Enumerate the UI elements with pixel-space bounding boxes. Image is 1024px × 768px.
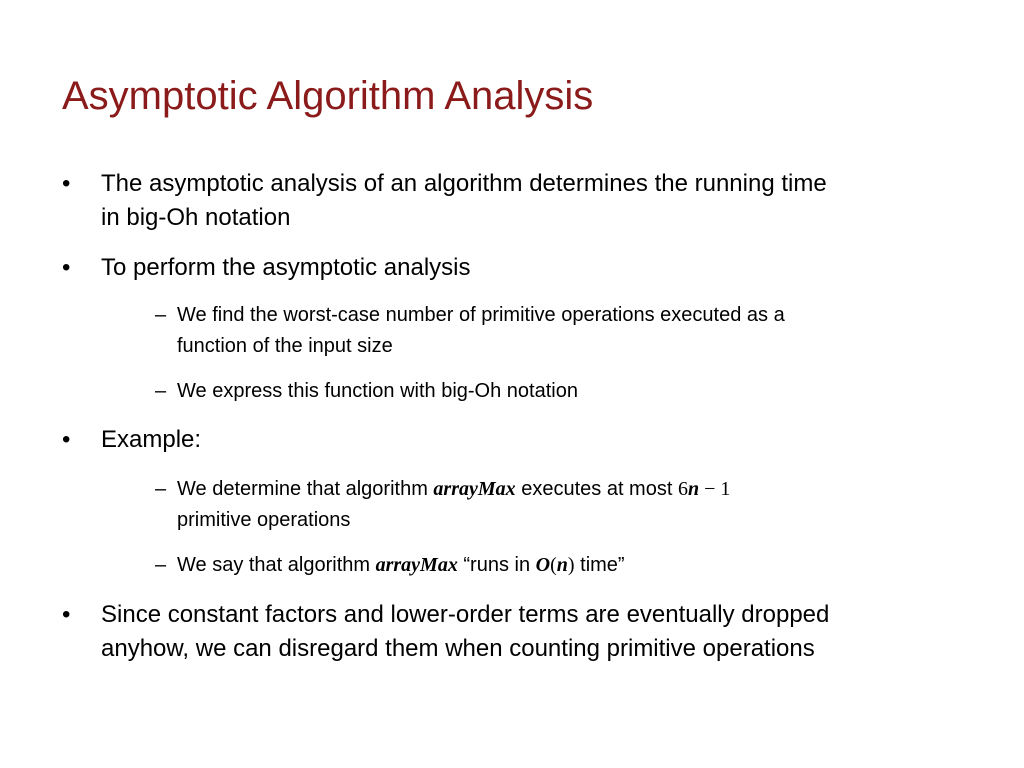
sub-text-middle: “runs in [457,554,536,576]
bullet-line: Example: [101,426,202,453]
bullet-marker: • [62,170,71,197]
bullet-text [101,167,971,235]
sub-bullet-marker: – [155,304,167,326]
big-o-symbol: O [535,554,551,576]
bullet-line: To perform the asymptotic analysis [101,254,471,281]
sub-bullet-marker: – [155,478,167,500]
paren-close: ) [567,554,575,576]
math-remainder: − 1 [699,478,731,500]
slide-title: Asymptotic Algorithm Analysis [62,74,594,118]
bullet-line: in big-Oh notation [101,204,291,231]
sub-bullet-line: We find the worst-case number of primitive operations executed as a [177,304,785,326]
sub-bullet-marker: – [155,554,167,576]
sub-text-suffix: time” [574,554,625,576]
bullet-marker: • [62,254,71,281]
bullet-marker: • [62,601,71,628]
bullet-text [101,251,971,285]
sub-bullet-text [177,474,967,536]
sub-bullet-text [177,300,967,362]
bullet-text [101,423,971,457]
sub-bullet-text [177,376,967,407]
sub-bullet-text [177,550,967,581]
sub-bullet-line [177,474,967,505]
sub-text-prefix: We say that algorithm [177,554,376,576]
sub-text-middle: executes at most [515,478,678,500]
math-coefficient: 6 [677,478,688,500]
sub-bullet-line [177,550,967,581]
bullet-line: anyhow, we can disregard them when counting primitive operations [101,635,815,662]
bullet-marker: • [62,426,71,453]
sub-bullet-line: primitive operations [177,509,351,531]
bullet-line: Since constant factors and lower-order terms are eventually dropped [101,601,830,628]
sub-bullet-marker: – [155,380,167,402]
algorithm-name: arrayMax [433,478,516,500]
bullet-line: The asymptotic analysis of an algorithm determines the running time [101,170,827,197]
sub-bullet-line: function of the input size [177,335,393,357]
sub-text-prefix: We determine that algorithm [177,478,434,500]
bullet-text [101,598,971,666]
algorithm-name: arrayMax [375,554,458,576]
paren-open: ( [550,554,557,576]
math-variable: n [556,554,568,576]
math-variable: n [687,478,700,500]
sub-bullet-line: We express this function with big-Oh notation [177,380,578,402]
